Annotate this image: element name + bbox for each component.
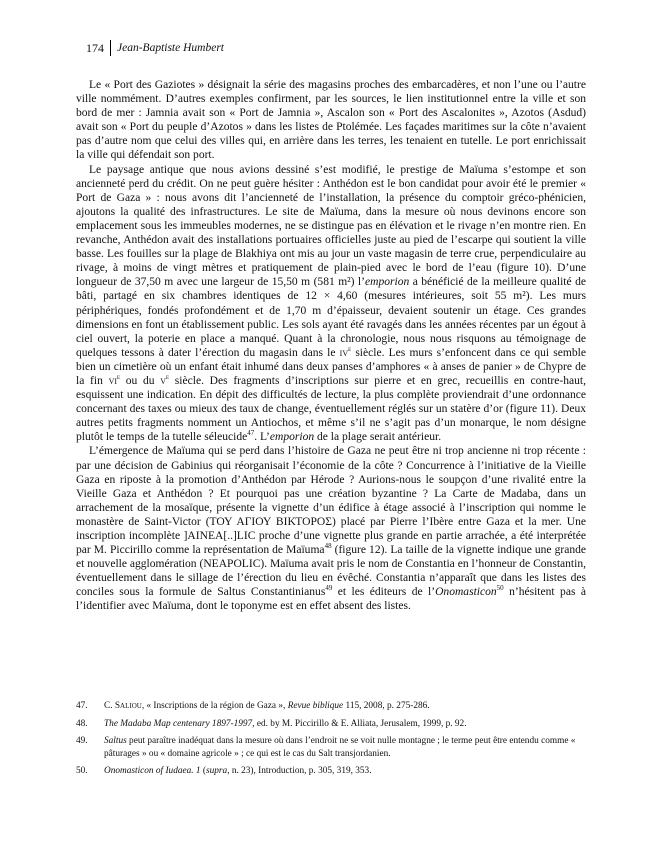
paragraph-2	[76, 163, 586, 445]
century-numeral: $iv^e$	[339, 344, 352, 359]
paragraph-1: Le « Port des Gaziotes » désignait la série des magasins proches des embarcadères, et non l’une ou l’autre ville nommément. D’autres exemples confirment, par les sources, le lien institutionnel entre la ville et son bord de mer : Jamnia avait son « Port de Jamnia », Ascalon son « Port des Ascalonites », Azotos (Asdud) avait son « Port du peuple d’Azotos » dans les listes de Ptolémée. Les façades maritimes sur la côte n’avaient pas d’autre nom que celui des villes qui, en arrière dans les terres, les tenaient en tutelle. Le port enrichissait la ville qui défendait son port.	[76, 79, 586, 162]
footnote-text	[104, 735, 586, 760]
footnote-text-part: , ed. by M. Piccirillo & E. Alliata, Jerusalem, 1999, p. 92.	[252, 718, 467, 729]
footnote	[76, 718, 586, 731]
footnote-number: 49.	[76, 736, 88, 746]
footnote-number: 48.	[76, 718, 88, 729]
paragraph-2-text-g: de la plage serait antérieur.	[314, 431, 442, 444]
century-sup: e	[117, 373, 121, 382]
footnote-term: supra	[206, 766, 228, 776]
footnote-text-part: , n. 23), Introduction, p. 305, 319, 353.	[227, 766, 372, 776]
paragraph-3-text-b: (figure 12). La taille de la vignette indique une grande et nouvelle agglomération (NEAPOLIC). Maïuma avait pris le nom de Constantia en l’honneur de Constantin, éventuellement dans le sillage de l’érection du lieu en évêché. Constantia n’apparaît que dans les listes des conciles sous la formule de Saltus Constantinianus	[76, 544, 586, 599]
footnote-text-part: , « Inscriptions de la région de Gaza »,	[141, 701, 288, 711]
footnote-author: Saliou	[114, 701, 142, 711]
footnote-text	[104, 718, 586, 731]
footnote-text	[104, 700, 586, 713]
century-numeral: $vi^e$	[108, 373, 121, 387]
footnote-ref-48[interactable]: 48	[324, 542, 332, 551]
italic-emporion: emporion	[364, 276, 410, 289]
main-text	[76, 78, 586, 614]
italic-emporion: emporion	[269, 431, 315, 444]
footnote-text-part: 115, 2008, p. 275-286.	[343, 701, 430, 711]
running-author: Jean-Baptiste Humbert	[117, 42, 224, 54]
footnote-text-part: C.	[104, 701, 115, 711]
footnote-number: 47.	[76, 701, 88, 711]
footnote	[76, 735, 586, 760]
footnote-journal: Revue biblique	[287, 701, 344, 711]
paragraph-3-text-c: et les éditeurs de l’	[332, 586, 436, 599]
footnotes	[76, 700, 586, 783]
paragraph-2-text-f: . L’	[254, 431, 270, 444]
century-sup: e	[166, 373, 170, 382]
century-numeral: $v^e$	[160, 373, 170, 387]
footnote-ref-49[interactable]: 49	[325, 584, 333, 593]
footnote-text-part: peut paraître inadéquat dans la mesure où dans l’endroit ne se voit nulle montagne ; le terme peut être entendu comme « pâturages » ou « domaine agricole » ; ce qui est le cas du Salt transjordanien.	[104, 736, 576, 759]
paragraph-2-text-d: ou du	[120, 374, 161, 387]
paragraph-3	[76, 444, 586, 613]
footnote-number: 50.	[76, 766, 88, 776]
footnote-text	[104, 765, 586, 778]
footnote-text-part: (	[200, 766, 206, 776]
footnote	[76, 700, 586, 713]
footnote-title: The Madaba Map centenary 1897-1997	[104, 718, 253, 729]
footnote-ref-47[interactable]: 47	[247, 429, 255, 438]
paragraph-3-text-a: L’émergence de Maïuma qui se perd dans l’histoire de Gaza ne peut être ni trop ancienne ni trop récente : par une décision de Gabinius qui réorganisait l’économie de la côte ? Concurrence à l’initiative de la Vieille Gaza en riposte à la promotion d’Anthédon par Hérode ? Aurions-nous le soupçon d’une rivalité entre la Vieille Gaza et Anthédon ? Et pourquoi pas une création byzantine ? La Carte de Madaba, dans un arrachement de la mosaïque, présente la vignette d’un édifice à étage associé à l’inscription qui nomme le monastère de Saint-Victor (ΤΟΥ ΑΓΙΟΥ ΒΙΚΤΟΡΟΣ) placé par Pierre l’Ibère entre Gaza et la mer. Une inscription incomplète ]ΑΙΝΕΑ[..]LIC proche d’une vignette plus grande en partie arrachée, a été interprétée par M. Piccirillo comme la représentation de Maïuma	[76, 445, 586, 557]
paragraph-2-text-c: siècle. Les murs s’enfoncent dans ce qui semble bien un cimetière où un enfant était inhumé dans deux panses d’amphores « à anses de panier » de Chypre de la fin	[76, 346, 586, 387]
paragraph-2-text-b: a bénéficié de la meilleure qualité de bâti, partagé en six chambres identiques de 12 × 4,60 (mesures intérieures, soit 55 m²). Les murs périphériques, fondés profondément et de 1,70 m d’épaisseur, devaient soutenir un étage. Ces grandes dimensions en font un établissement public. Les sols ayant été ravagés dans les années récentes par un égout à ciel ouvert, la poterie en place a manqué. Quant à la chronologie, nous nous risquons au témoignage de quelques tessons à dater l’érection du magasin dans le	[76, 276, 586, 359]
footnote-ref-50[interactable]: 50	[496, 584, 504, 593]
century-sup: e	[348, 344, 352, 353]
footnote-term: Saltus	[104, 736, 127, 746]
italic-onomasticon: Onomasticon	[435, 586, 497, 599]
running-header	[86, 40, 224, 56]
header-divider	[110, 40, 111, 56]
paragraph-2-text-a: Le paysage antique que nous avions dessiné s’est modifié, le prestige de Maïuma s’estompe et son ancienneté perd du crédit. On ne peut guère hésiter : Anthédon est le bon candidat pour avoir été le premier « Port de Gaza » : nous avons dit l’ancienneté de l’installation, la présence du comptoir gréco-phénicien, ajoutons la qualité des infrastructures. Le site de Maïuma, dans la mesure où nous devinons encore son emplacement sous les immeubles modernes, ne se distingue pas en élévation et le rivage n’en montre rien. En revanche, Anthédon avait des installations portuaires officielles juste au pied de l’escarpe qui soutient la ville basse. Les fouilles sur la plage de Blakhiya ont mis au jour un vaste magasin de terre crue, perpendiculaire au rivage, à moins de vingt mètres et pratiquement de plain-pied avec le bord de l’eau (figure 10). D’une longueur de 37,50 m avec une largeur de 15,50 m (581 m²) l’	[76, 163, 586, 289]
footnote	[76, 765, 586, 778]
paragraph-2-text-e: siècle. Des fragments d’inscriptions sur pierre et en grec, recueillis en contre-haut, esquissent une indication. En dépit des difficultés de lecture, la plus complète proviendrait d’une ordonnance concernant des taxes ou mieux des taux de change, éventuellement réglés sur un statère d’or (figure 11). Deux autres petits fragments nomment un Antiochos, et même s’il ne s’agit pas d’un monarque, le nom désigne plutôt le temps de la tutelle séleucide	[76, 374, 586, 444]
page-number: 174	[86, 40, 104, 55]
paragraph-3-text-d: n’hésitent pas à l’identifier avec Maïuma, dont le toponyme est en effet absent des listes.	[76, 586, 586, 613]
footnote-title: Onomasticon of Iudaea. 1	[104, 766, 201, 776]
